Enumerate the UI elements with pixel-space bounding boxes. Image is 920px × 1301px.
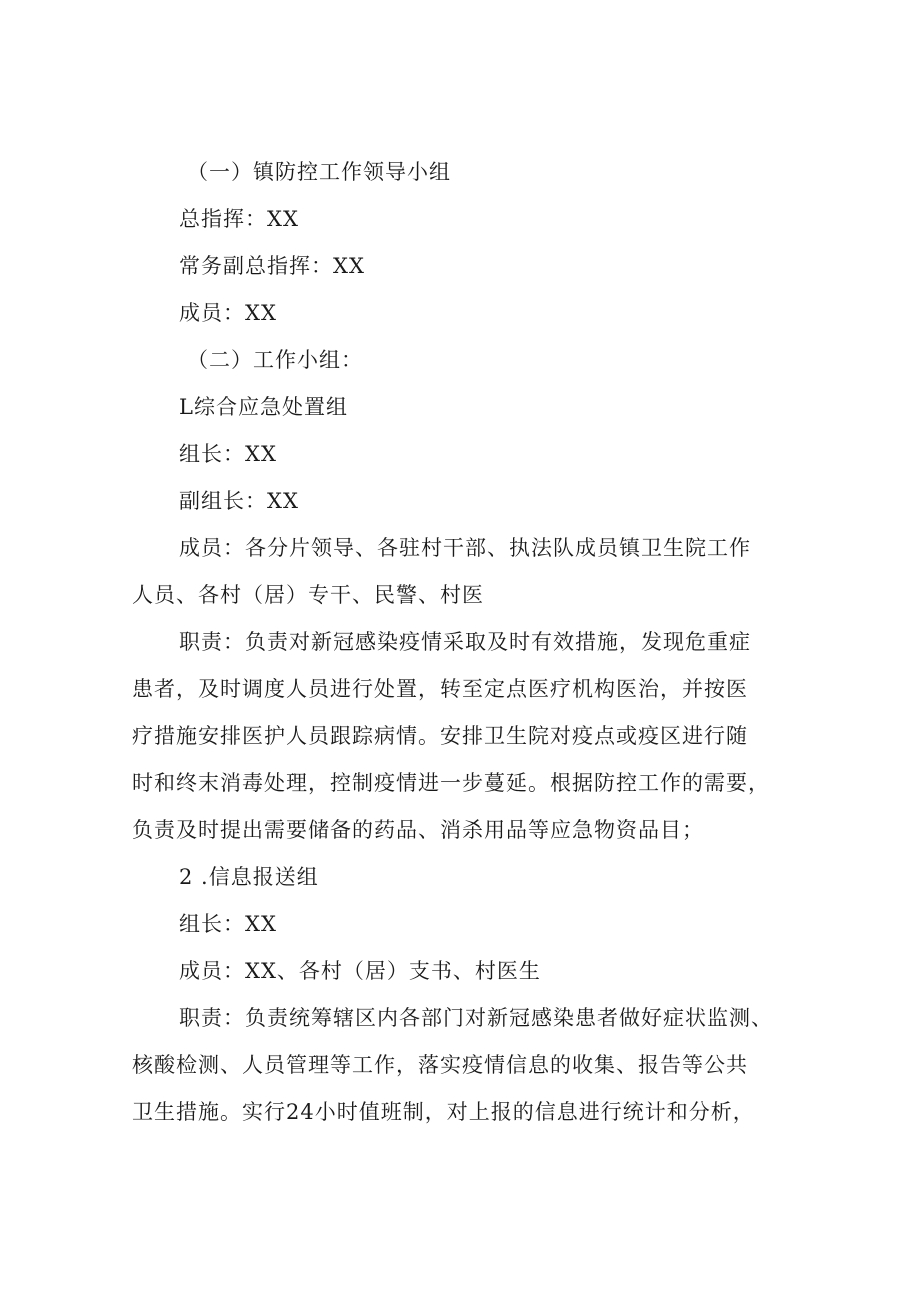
info-duty-line-1: 职责：负责统筹辖区内各部门对新冠感染患者做好症状监测、	[179, 1006, 773, 1030]
emergency-duty-line-2: 患者，及时调度人员进行处置，转至定点医疗机构医治，并按医	[132, 677, 748, 701]
emergency-members-line-1: 成员：各分片领导、各驻村干部、执法队成员镇卫生院工作	[179, 536, 751, 560]
emergency-deputy-line: 副组长：XX	[179, 489, 299, 513]
heading-leadership-group: （一）镇防控工作领导小组	[187, 160, 451, 184]
members-line: 成员：XX	[179, 301, 277, 325]
emergency-duty-line-4: 时和终末消毒处理，控制疫情进一步蔓延。根据防控工作的需要，	[132, 771, 770, 795]
info-members-line: 成员：XX、各村（居）支书、村医生	[179, 959, 541, 983]
emergency-duty-line-5: 负责及时提出需要储备的药品、消杀用品等应急物资品目；	[132, 818, 704, 842]
commander-line: 总指挥：XX	[179, 207, 299, 231]
info-duty-line-2: 核酸检测、人员管理等工作，落实疫情信息的收集、报告等公共	[132, 1053, 748, 1077]
info-duty-line-3: 卫生措施。实行24小时值班制，对上报的信息进行统计和分析，	[132, 1100, 755, 1124]
emergency-leader-line: 组长：XX	[179, 442, 277, 466]
emergency-duty-line-1: 职责：负责对新冠感染疫情采取及时有效措施，发现危重症	[179, 630, 751, 654]
heading-emergency-group: L综合应急处置组	[179, 395, 348, 419]
emergency-members-line-2: 人员、各村（居）专干、民警、村医	[132, 583, 484, 607]
emergency-duty-line-3: 疗措施安排医护人员跟踪病情。安排卫生院对疫点或疫区进行随	[132, 724, 748, 748]
info-leader-line: 组长：XX	[179, 912, 277, 936]
deputy-commander-line: 常务副总指挥：XX	[179, 254, 365, 278]
heading-work-groups: （二）工作小组：	[187, 348, 363, 372]
heading-info-group: 2 .信息报送组	[179, 865, 319, 889]
